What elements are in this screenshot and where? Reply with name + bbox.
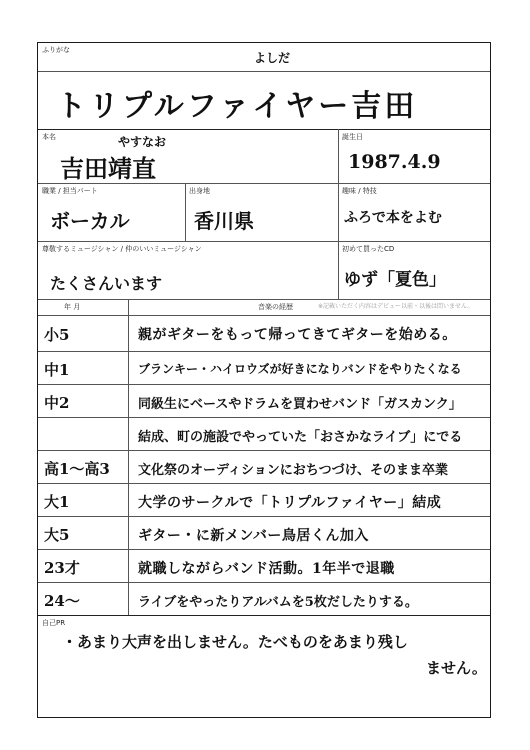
first-cd-label: 初めて買ったCD: [342, 245, 395, 253]
hobby-label: 趣味 / 特技: [342, 187, 377, 195]
birthday-value: 1987.4.9: [348, 151, 441, 173]
profile-sheet: [37, 42, 491, 718]
divider: [38, 549, 490, 550]
divider: [338, 183, 339, 241]
self-pr-line: ・あまり大声を出しません。たべものをあまり残し: [62, 633, 408, 651]
respected-musician-label: 尊敬するミュージシャン / 仲のいいミュージシャン: [42, 245, 202, 253]
birthday-label: 誕生日: [342, 133, 363, 141]
history-year: 大5: [44, 526, 70, 544]
role-value: ボーカル: [50, 209, 130, 233]
real-name: 吉田靖直: [60, 154, 156, 183]
history-year: 中2: [44, 394, 70, 412]
history-event: 結成、町の施設でやっていた「おさかなライブ」にでる: [138, 430, 463, 445]
divider: [338, 241, 339, 299]
divider: [38, 615, 490, 616]
history-event: 大学のサークルで「トリプルファイヤー」結成: [138, 495, 442, 511]
furigana-label: ふりがな: [42, 46, 70, 54]
real-name-label: 本名: [42, 133, 56, 141]
history-year: 23才: [44, 559, 80, 577]
divider: [185, 183, 186, 241]
year-month-label: 年 月: [64, 303, 81, 311]
divider: [38, 384, 490, 385]
divider: [128, 299, 129, 615]
divider: [38, 299, 490, 300]
music-history-label: 音楽の経歴: [258, 303, 293, 311]
divider: [38, 351, 490, 352]
history-event: 親がギターをもって帰ってきてギターを始める。: [138, 327, 457, 343]
divider: [38, 516, 490, 517]
hobby-value: ふろで本をよむ: [344, 210, 442, 226]
real-name-furigana: やすなお: [118, 135, 167, 149]
history-event: 同級生にベースやドラムを買わせバンド「ガスカンク」: [138, 397, 462, 412]
divider: [38, 241, 490, 242]
history-event: ギター・に新メンバー鳥居くん加入: [138, 528, 369, 544]
history-event: 就職しながらバンド活動。1年半で退職: [138, 561, 395, 577]
history-note: ※記載いただく内容はデビュー以前・以後は問いません。: [318, 303, 474, 310]
divider: [38, 450, 490, 451]
stage-name: トリプルファイヤー吉田: [56, 89, 418, 124]
self-pr-label: 自己PR: [42, 619, 66, 627]
history-event: 文化祭のオーディションにおちつづけ、そのまま卒業: [138, 463, 449, 478]
divider: [338, 129, 339, 183]
divider: [38, 315, 490, 316]
history-year: 24～: [44, 592, 80, 610]
history-year: 中1: [44, 361, 70, 379]
history-event: ライブをやったりアルバムを5枚だしたりする。: [138, 595, 418, 610]
respected-value: たくさんいます: [50, 274, 163, 293]
role-label: 職業 / 担当パート: [42, 187, 98, 195]
stage-name-furigana: よしだ: [254, 51, 291, 65]
hometown-value: 香川県: [194, 209, 254, 233]
history-year: 小5: [44, 326, 70, 344]
hometown-label: 出身地: [189, 187, 210, 195]
history-year: 大1: [44, 493, 70, 511]
first-cd-value: ゆず「夏色」: [344, 270, 446, 290]
divider: [38, 483, 490, 484]
self-pr-line: ません。: [426, 659, 487, 677]
divider: [38, 582, 490, 583]
history-event: ブランキー・ハイロウズが好きになりバンドをやりたくなる: [138, 362, 462, 376]
history-year: 高1～高3: [44, 460, 110, 478]
divider: [38, 417, 490, 418]
divider: [38, 71, 490, 72]
divider: [38, 129, 490, 130]
